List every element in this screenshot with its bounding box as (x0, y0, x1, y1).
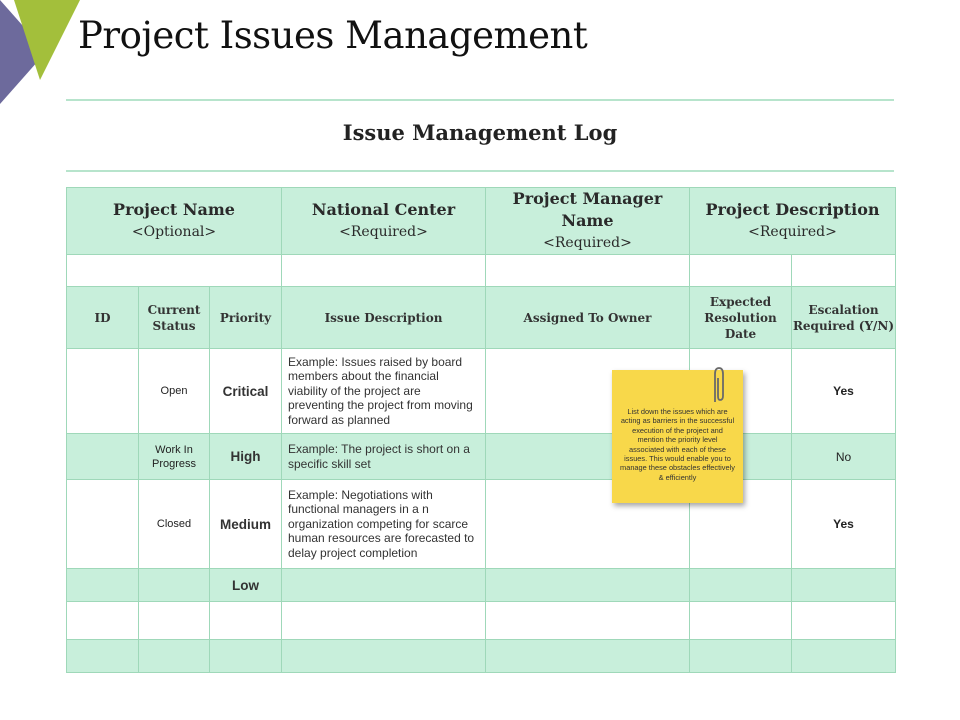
empty-cell[interactable] (792, 640, 896, 673)
column-header-row (67, 287, 896, 349)
table-row (67, 480, 896, 569)
empty-cell[interactable] (792, 602, 896, 640)
row-id[interactable] (67, 480, 139, 569)
row-date[interactable] (690, 569, 792, 602)
divider-bottom (66, 170, 894, 172)
divider-top (66, 99, 894, 101)
empty-cell[interactable] (486, 602, 690, 640)
row-escalation: No (792, 434, 896, 480)
row-status: Closed (139, 480, 210, 569)
project-description-value-a[interactable] (690, 255, 792, 287)
col-issue-description: Issue Description (282, 287, 486, 349)
project-manager-value[interactable] (486, 255, 690, 287)
sticky-note-text: List down the issues which are acting as barriers in the successful execution of the project and mention the priority level associated with each of these issues. This would enable you to manage these obstacles effectively & efficiently (620, 407, 735, 482)
col-priority: Priority (210, 287, 282, 349)
project-header-row (67, 188, 896, 255)
empty-cell[interactable] (210, 602, 282, 640)
empty-cell[interactable] (67, 602, 139, 640)
col-escalation: Escalation Required (Y/N) (792, 287, 896, 349)
empty-cell[interactable] (210, 640, 282, 673)
empty-cell[interactable] (282, 640, 486, 673)
national-center-value[interactable] (282, 255, 486, 287)
row-description[interactable] (282, 569, 486, 602)
row-escalation: Yes (792, 480, 896, 569)
empty-cell[interactable] (139, 602, 210, 640)
empty-cell[interactable] (486, 640, 690, 673)
project-description-header: Project Description <Required> (690, 188, 896, 255)
row-id[interactable] (67, 434, 139, 480)
issue-log-table (66, 187, 896, 673)
row-owner[interactable] (486, 569, 690, 602)
empty-cell[interactable] (690, 640, 792, 673)
row-status[interactable] (139, 569, 210, 602)
table-row (67, 569, 896, 602)
row-priority: Medium (210, 480, 282, 569)
empty-cell[interactable] (690, 602, 792, 640)
row-status: Work In Progress (139, 434, 210, 480)
col-current-status: Current Status (139, 287, 210, 349)
table-row (67, 434, 896, 480)
row-id[interactable] (67, 569, 139, 602)
table-row-empty (67, 602, 896, 640)
row-description: Example: Issues raised by board members about the financial viability of the project are preventing the project from moving forward as planned (282, 349, 486, 434)
project-name-header: Project Name <Optional> (67, 188, 282, 255)
project-name-value[interactable] (67, 255, 282, 287)
row-status: Open (139, 349, 210, 434)
paperclip-icon (711, 366, 727, 406)
col-id: ID (67, 287, 139, 349)
table-row (67, 349, 896, 434)
row-id[interactable] (67, 349, 139, 434)
col-assigned-owner: Assigned To Owner (486, 287, 690, 349)
empty-cell[interactable] (67, 640, 139, 673)
row-escalation[interactable] (792, 569, 896, 602)
corner-decoration (0, 0, 90, 110)
row-priority: Critical (210, 349, 282, 434)
row-description: Example: The project is short on a specific skill set (282, 434, 486, 480)
page-title: Project Issues Management (78, 14, 588, 57)
col-expected-date: Expected Resolution Date (690, 287, 792, 349)
project-description-value-b[interactable] (792, 255, 896, 287)
national-center-header: National Center <Required> (282, 188, 486, 255)
row-escalation: Yes (792, 349, 896, 434)
log-title: Issue Management Log (342, 120, 618, 145)
empty-cell[interactable] (139, 640, 210, 673)
row-description: Example: Negotiations with functional managers in a n organization competing for scarce human resources are forecasted to delay project completion (282, 480, 486, 569)
empty-cell[interactable] (282, 602, 486, 640)
project-value-row (67, 255, 896, 287)
row-priority: High (210, 434, 282, 480)
project-manager-header: Project Manager Name <Required> (486, 188, 690, 255)
row-priority: Low (210, 569, 282, 602)
table-row-empty (67, 640, 896, 673)
